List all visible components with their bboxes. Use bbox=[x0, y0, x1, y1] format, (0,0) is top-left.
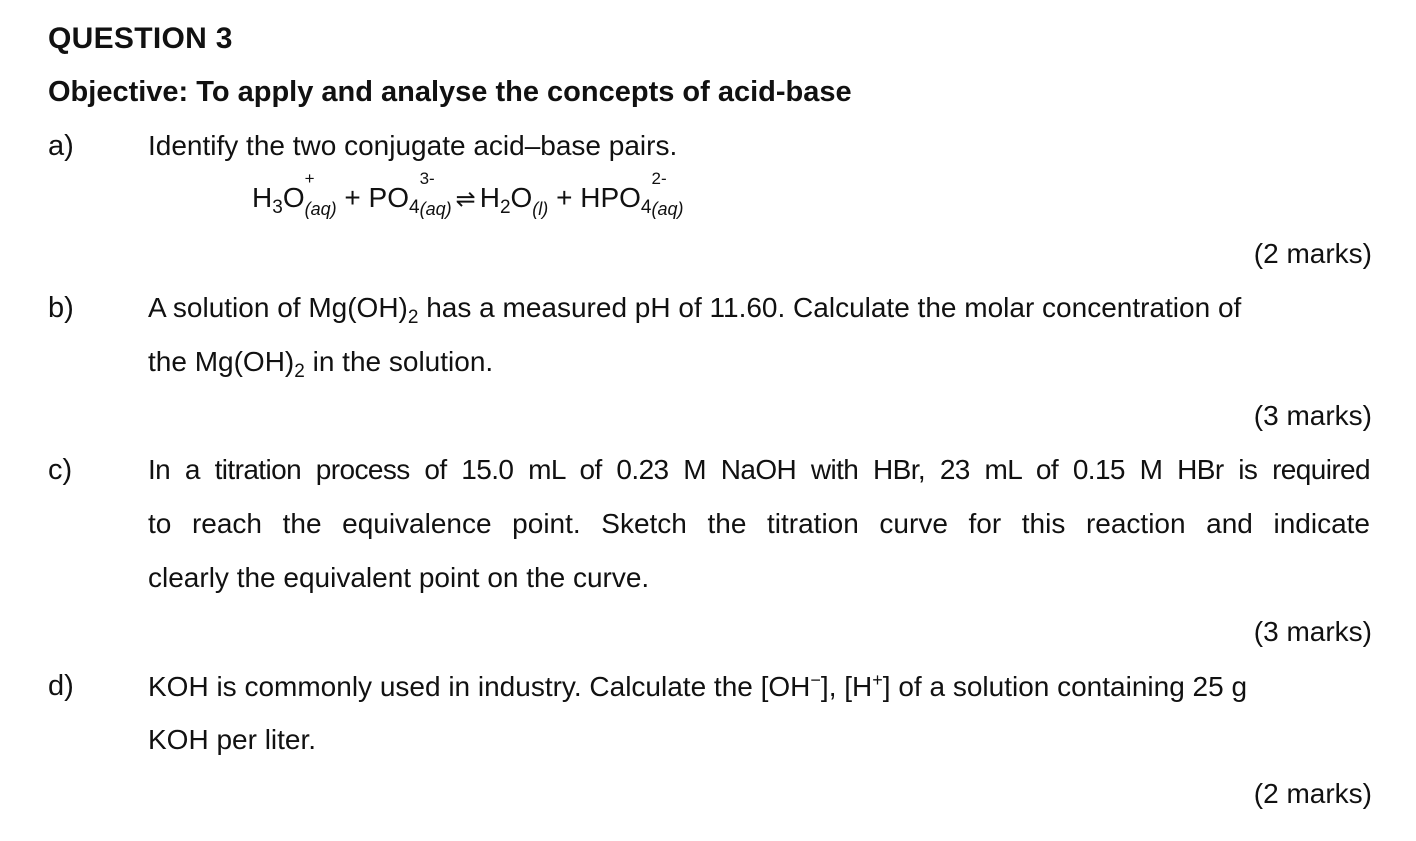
part-d-line-1-mid: ], [H bbox=[820, 671, 873, 702]
eq-h2o-h: H bbox=[479, 182, 500, 213]
part-b-line-2 bbox=[148, 346, 493, 383]
part-b-line-2-end: in the solution. bbox=[304, 346, 494, 377]
eq-h3o-charge-phase bbox=[304, 169, 337, 220]
part-d-oh-charge: − bbox=[810, 670, 821, 690]
part-b-line-2-start: the Mg(OH) bbox=[148, 346, 295, 377]
eq-hpo4-charge-phase bbox=[651, 169, 684, 220]
eq-po4-charge: 3- bbox=[419, 169, 435, 188]
eq-po4: PO bbox=[368, 182, 409, 213]
part-b-subscript-1: 2 bbox=[407, 307, 419, 328]
chemical-equation bbox=[252, 169, 684, 220]
part-b-line-1-end: has a measured pH of 11.60. Calculate the molar concentration of bbox=[418, 292, 1242, 323]
eq-h3o-subscript: 3 bbox=[272, 197, 283, 218]
eq-h2o-o: O bbox=[510, 182, 533, 213]
eq-po4-charge-phase bbox=[419, 169, 452, 220]
part-a-marks: (2 marks) bbox=[1253, 238, 1372, 269]
part-b-subscript-2: 2 bbox=[294, 361, 305, 382]
eq-h3o-charge: + bbox=[304, 169, 315, 188]
eq-po4-phase: (aq) bbox=[419, 199, 452, 219]
part-d-line-1-end: ] of a solution containing 25 g bbox=[882, 671, 1248, 702]
part-b-marks: (3 marks) bbox=[1253, 400, 1372, 431]
part-c-label: c) bbox=[48, 454, 73, 486]
part-b-label: b) bbox=[48, 292, 74, 324]
part-c-marks: (3 marks) bbox=[1253, 616, 1372, 647]
objective-heading: Objective: To apply and analyse the concepts of acid-base bbox=[48, 76, 852, 108]
part-d-line-1-start: KOH is commonly used in industry. Calculate the [OH bbox=[148, 671, 811, 702]
part-b-line-1-start: A solution of Mg(OH) bbox=[148, 292, 408, 323]
eq-h3o-o: O bbox=[282, 182, 305, 213]
equilibrium-arrow: ⇌ bbox=[455, 186, 476, 213]
eq-h2o-subscript: 2 bbox=[499, 197, 511, 218]
part-d-line-1 bbox=[148, 670, 1247, 703]
part-d-label: d) bbox=[48, 670, 74, 702]
eq-plus-1: + bbox=[344, 182, 361, 213]
eq-h3o-h: H bbox=[252, 182, 273, 213]
eq-hpo4: HPO bbox=[580, 182, 641, 213]
eq-hpo4-phase: (aq) bbox=[651, 199, 684, 219]
part-c-line-3: clearly the equivalent point on the curve. bbox=[148, 562, 650, 593]
part-c-line-1: In a titration process of 15.0 mL of 0.23 M NaOH with HBr, 23 mL of 0.15 M HBr is required bbox=[148, 454, 1370, 485]
question-title: QUESTION 3 bbox=[48, 22, 233, 55]
part-b-line-1 bbox=[148, 292, 1241, 329]
part-a-label: a) bbox=[48, 130, 74, 162]
part-a-text: Identify the two conjugate acid–base pairs. bbox=[148, 130, 678, 161]
part-d-marks: (2 marks) bbox=[1253, 778, 1372, 809]
part-d-h-charge: + bbox=[872, 670, 883, 690]
part-c-line-2: to reach the equivalence point. Sketch the titration curve for this reaction and indicate bbox=[148, 508, 1370, 539]
eq-plus-2: + bbox=[556, 182, 573, 213]
eq-h3o-phase: (aq) bbox=[304, 199, 337, 219]
eq-h2o-phase: (l) bbox=[532, 199, 549, 219]
eq-po4-subscript: 4 bbox=[409, 197, 420, 218]
eq-hpo4-charge: 2- bbox=[651, 169, 667, 188]
eq-hpo4-subscript: 4 bbox=[640, 197, 652, 218]
part-d-line-2: KOH per liter. bbox=[148, 724, 317, 755]
